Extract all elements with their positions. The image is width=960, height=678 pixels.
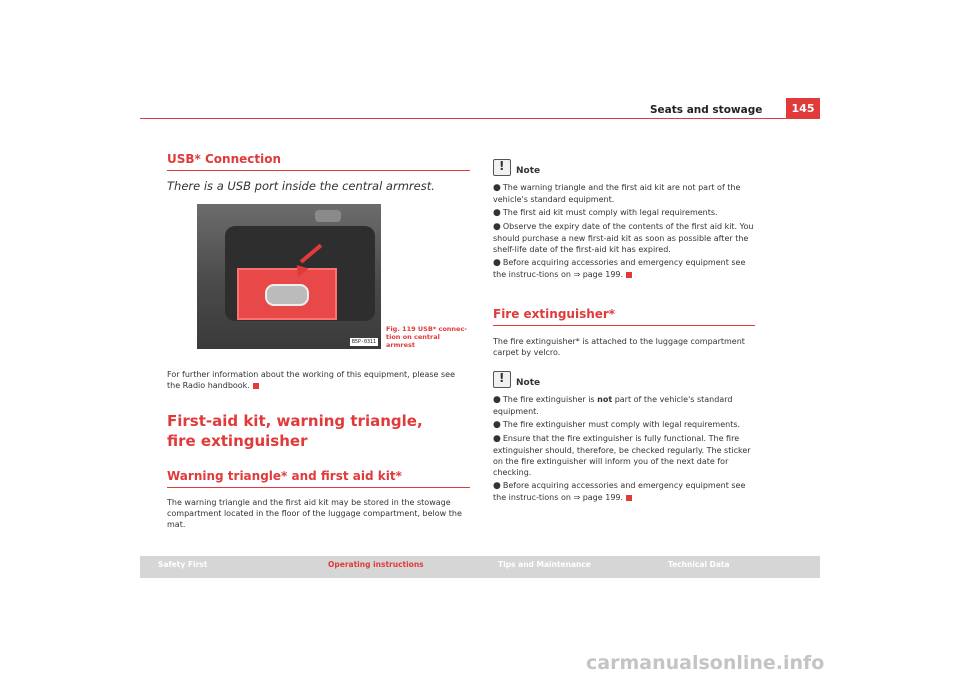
first-aid-body: The warning triangle and the first aid kit may be stored in the stowage compartment located in the floor of the luggage compartment, below the mat. <box>167 498 462 529</box>
footer-tab-safety-first[interactable]: Safety First <box>158 560 208 569</box>
armrest-lever <box>315 210 341 222</box>
footer-tab-operating-instructions[interactable]: Operating instructions <box>328 560 424 569</box>
figure-caption: Fig. 119 USB* connec-tion on central armrest <box>386 325 467 349</box>
end-mark-icon <box>626 495 632 501</box>
note-label: Note <box>516 378 541 388</box>
note-item: ● Before acquiring accessories and emergency equipment see the instruc-tions on ⇒ page 199. <box>493 481 746 502</box>
end-mark-icon <box>253 383 259 389</box>
figure-reference: B5P-0311 <box>351 339 376 345</box>
page-header-title: Seats and stowage <box>650 104 763 116</box>
note-header <box>493 370 755 388</box>
page-number: 145 <box>786 98 820 118</box>
note-item: ● Ensure that the fire extinguisher is fully functional. The fire extinguisher should, therefore, be checked regularly. The sticker on the fire extinguisher will inform you of the next date for checking. <box>493 434 751 477</box>
watermark: carmanualsonline.info <box>586 652 825 674</box>
note-item: ● Before acquiring accessories and emergency equipment see the instruc-tions on ⇒ page 199. <box>493 258 746 279</box>
note-item: ● The fire extinguisher is not part of the vehicle's standard equipment. <box>493 395 733 416</box>
usb-port-icon <box>265 284 309 306</box>
footer-nav <box>140 556 820 578</box>
usb-heading: USB* Connection <box>167 152 470 171</box>
note-item: ● The warning triangle and the first aid kit are not part of the vehicle's standard equipment. <box>493 183 741 204</box>
fire-heading: Fire extinguisher* <box>493 307 755 326</box>
note-item: ● The fire extinguisher must comply with legal requirements. <box>493 420 741 430</box>
first-aid-subheading: Warning triangle* and first aid kit* <box>167 469 470 488</box>
header-rule <box>140 118 820 119</box>
note-header <box>493 158 755 176</box>
usb-figure <box>167 204 470 349</box>
footer-tab-tips-maintenance[interactable]: Tips and Maintenance <box>498 560 591 569</box>
first-aid-title: First-aid kit, warning triangle, fire extinguisher <box>167 412 423 450</box>
note-label: Note <box>516 166 541 176</box>
left-column <box>167 152 470 530</box>
usb-body: For further information about the working of this equipment, please see the Radio handbook. <box>167 370 456 390</box>
note-item: ● Observe the expiry date of the contents of the first aid kit. You should purchase a new first-aid kit as soon as possible after the shelf-life date of the first-aid kit has expired. <box>493 222 754 254</box>
end-mark-icon <box>626 272 632 278</box>
fire-body: The fire extinguisher* is attached to the luggage compartment carpet by velcro. <box>493 337 745 357</box>
note-icon <box>493 371 511 388</box>
usb-lead: There is a USB port inside the central armrest. <box>167 179 435 193</box>
note-icon <box>493 159 511 176</box>
footer-tab-technical-data[interactable]: Technical Data <box>668 560 730 569</box>
usb-armrest-photo <box>197 204 381 349</box>
right-column <box>493 158 755 503</box>
note-item: ● The first aid kit must comply with legal requirements. <box>493 208 718 218</box>
